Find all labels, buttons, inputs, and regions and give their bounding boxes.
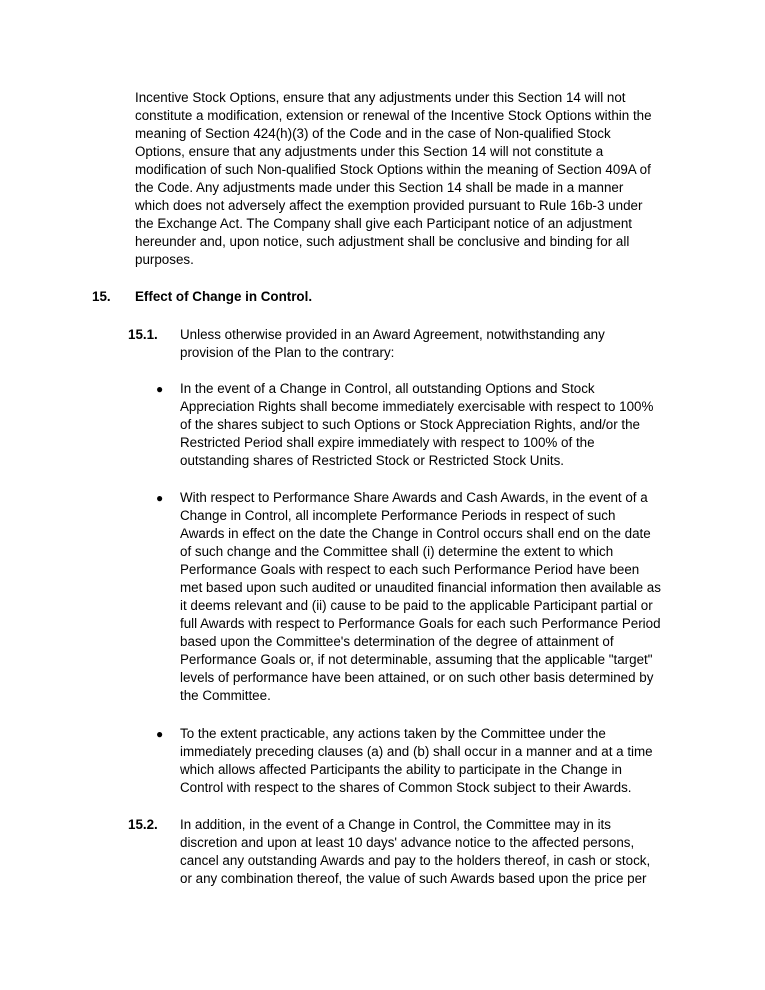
intro-line: constitute a modification, extension or renewal of the Incentive Stock Options within the [135,108,652,123]
section-title: Effect of Change in Control. [135,289,313,304]
intro-line: Incentive Stock Options, ensure that any adjustments under this Section 14 will not [135,90,626,105]
bullet-line: full Awards with respect to Performance Goals for each such Performance Period [180,616,661,631]
intro-line: which does not adversely affect the exemption provided pursuant to Rule 16b-3 under [135,198,643,213]
bullet-line: With respect to Performance Share Awards and Cash Awards, in the event of a [180,490,648,505]
subsection-line: Unless otherwise provided in an Award Agreement, notwithstanding any [180,327,605,342]
intro-line: the Exchange Act. The Company shall give each Participant notice of an adjustment [135,216,632,231]
section-number: 15. [92,289,111,304]
intro-line: modification of such Non-qualified Stock Options within the meaning of Section 409A of [135,162,651,177]
subsection-number: 15.1. [128,327,158,342]
bullet-line: met based upon such audited or unaudited financial information then available as [180,580,661,595]
bullet-line: based upon the Committee's determination of the degree of attainment of [180,634,614,649]
intro-line: meaning of Section 424(h)(3) of the Code and in the case of Non-qualified Stock [135,126,611,141]
bullet-line: Appreciation Rights shall become immediately exercisable with respect to 100% [180,399,654,414]
bullet-icon: ● [156,727,164,741]
bullet-line: Performance Goals or, if not determinable, assuming that the applicable "target" [180,652,653,667]
bullet-line: of the shares subject to such Options or Stock Appreciation Rights, and/or the [180,417,641,432]
bullet-line: it deems relevant and (ii) cause to be paid to the applicable Participant partial or [180,598,653,613]
subsection-line: In addition, in the event of a Change in Control, the Committee may in its [180,817,611,832]
bullet-line: the Committee. [180,688,271,703]
subsection-line: cancel any outstanding Awards and pay to the holders thereof, in cash or stock, [180,853,651,868]
bullet-line: immediately preceding clauses (a) and (b) shall occur in a manner and at a time [180,744,653,759]
bullet-line: which allows affected Participants the ability to participate in the Change in [180,762,622,777]
intro-line: Options, ensure that any adjustments under this Section 14 will not constitute a [135,144,604,159]
bullet-line: Awards in effect on the date the Change in Control occurs shall end on the date [180,526,651,541]
bullet-line: In the event of a Change in Control, all outstanding Options and Stock [180,381,595,396]
bullet-line: levels of performance have been attained, or on such other basis determined by [180,670,654,685]
subsection-line: discretion and upon at least 10 days' advance notice to the affected persons, [180,835,635,850]
bullet-icon: ● [156,382,164,396]
subsection-line: or any combination thereof, the value of such Awards based upon the price per [180,871,647,886]
intro-line: the Code. Any adjustments made under this Section 14 shall be made in a manner [135,180,624,195]
bullet-line: of such change and the Committee shall (i) determine the extent to which [180,544,614,559]
intro-line: purposes. [135,252,194,267]
bullet-line: Control with respect to the shares of Common Stock subject to their Awards. [180,780,632,795]
bullet-line: Restricted Period shall expire immediately with respect to 100% of the [180,435,595,450]
intro-line: hereunder and, upon notice, such adjustment shall be conclusive and binding for all [135,234,630,249]
subsection-line: provision of the Plan to the contrary: [180,345,395,360]
bullet-line: To the extent practicable, any actions taken by the Committee under the [180,726,606,741]
subsection-number: 15.2. [128,817,158,832]
bullet-icon: ● [156,491,164,505]
bullet-line: outstanding shares of Restricted Stock or Restricted Stock Units. [180,453,565,468]
bullet-line: Change in Control, all incomplete Performance Periods in respect of such [180,508,616,523]
bullet-line: Performance Goals with respect to each such Performance Period have been [180,562,640,577]
